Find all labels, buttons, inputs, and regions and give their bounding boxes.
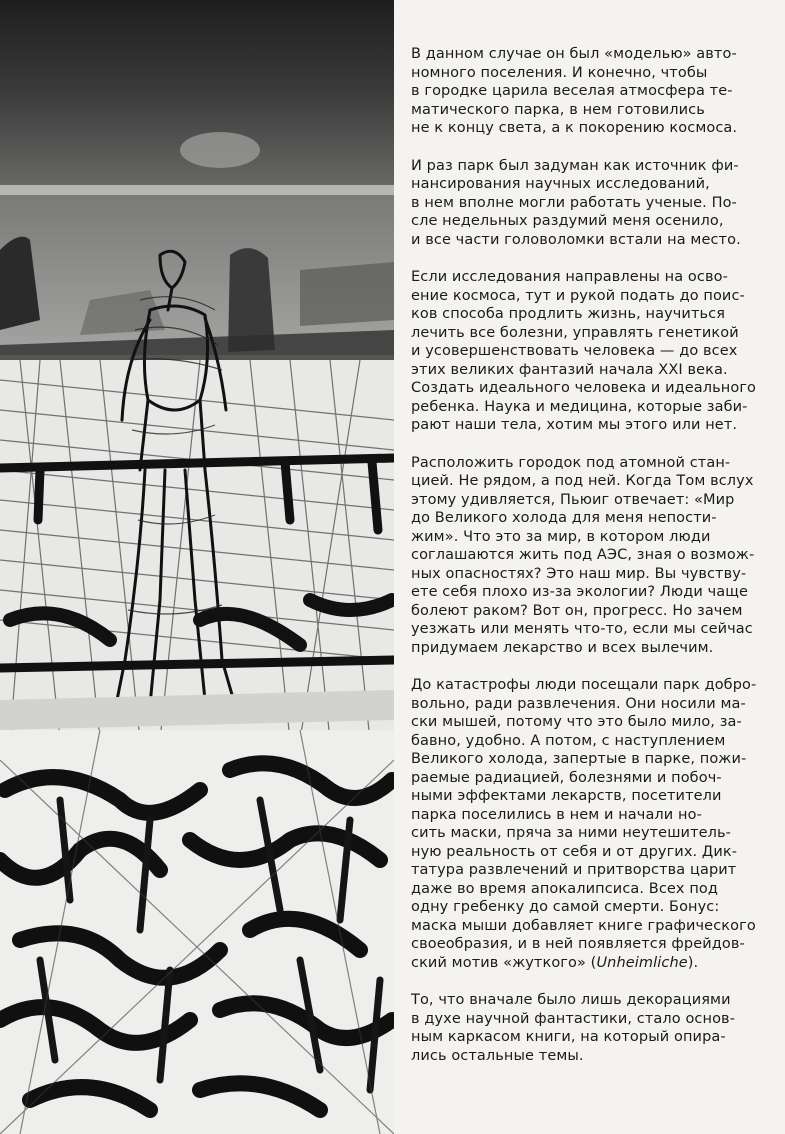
text-fragment: ). [687,954,699,971]
text-line: В данном случае он был «моделью» авто- [411,46,737,62]
paragraph [411,268,771,435]
text-line [411,954,771,973]
text-line: Великого холода, запертые в парке, пожи- [411,751,747,767]
text-line: вольно, ради развлечения. Они носили ма- [411,695,746,712]
text-line: и усовершенствовать человека — до всех [411,343,738,359]
text-line: этих великих фантазий начала XXI века. [411,361,728,378]
paragraph [411,676,771,972]
text-line: одну гребенку до самой смерти. Бонус: [411,899,720,915]
text-line: болеют раком? Вот он, прогресс. Но зачем [411,602,743,619]
text-line: ски мышей, потому что это было мило, за- [411,714,742,730]
text-line: татура развлечений и притворства царит [411,862,737,878]
text-line: придумаем лекарство и всех вылечим. [411,639,714,656]
paragraph [411,454,771,658]
text-line: ете себя плохо из-за экологии? Люди чаще [411,584,749,600]
text-line: матического парка, в нем готовились [411,101,705,118]
text-line: И раз парк был задуман как источник фи- [411,157,739,174]
text-line: ребенка. Наука и медицина, которые заби- [411,398,748,415]
text-line: То, что вначале было лишь декорациями [411,992,731,1008]
text-line: своеобразия, и в ней появляется фрейдов- [411,936,745,952]
text-line: ным каркасом книги, на который опира- [411,1029,726,1045]
text-line: ных опасностях? Это наш мир. Вы чувству- [411,565,747,582]
article-text [411,45,771,1084]
text-line: в духе научной фантастики, стало основ- [411,1010,736,1027]
text-line: Если исследования направлены на осво- [411,269,728,285]
paragraph [411,157,771,250]
text-line: этому удивляется, Пьюиг отвечает: «Мир [411,491,735,508]
text-line: соглашаются жить под АЭС, зная о возмож- [411,547,755,563]
text-line: рают наши тела, хотим мы этого или нет. [411,417,738,433]
text-line: сле недельных раздумий меня осенило, [411,213,724,229]
text-line: номного поселения. И конечно, чтобы [411,64,708,81]
text-line: ение космоса, тут и рукой подать до поис- [411,287,745,304]
text-line: ными эффектами лекарств, посетители [411,788,722,804]
text-line: лись остальные темы. [411,1047,584,1064]
text-line: сить маски, пряча за ними неутешитель- [411,825,731,841]
text-line: не к концу света, а к покорению космоса. [411,120,738,136]
paragraph [411,45,771,138]
text-line: жим». Что это за мир, в котором люди [411,528,711,545]
text-line: ную реальность от себя и от других. Дик- [411,843,738,860]
text-line: До катастрофы люди посещали парк добро- [411,677,757,693]
text-line: нансирования научных исследований, [411,176,710,192]
text-line: парка поселились в нем и начали но- [411,806,702,823]
text-line: до Великого холода для меня непости- [411,510,717,526]
paragraph [411,991,771,1065]
text-line: маска мыши добавляет книге графического [411,917,756,934]
text-fragment: ский мотив «жуткого» ( [411,954,597,971]
text-line: уезжать или менять что-то, если мы сейчас [411,621,753,637]
italic-term: Unheimliche [596,954,688,971]
text-line: лечить все болезни, управлять генетикой [411,324,739,341]
text-line: и все части головоломки встали на место. [411,231,741,248]
text-line: в городке царила веселая атмосфера те- [411,83,733,99]
text-line: ков способа продлить жизнь, научиться [411,306,726,322]
text-line: бавно, удобно. А потом, с наступлением [411,732,726,749]
text-line: раемые радиацией, болезнями и побоч- [411,769,722,786]
text-line: в нем вполне могли работать ученые. По- [411,194,737,211]
text-line: даже во время апокалипсиса. Всех под [411,880,719,897]
text-line: цией. Не рядом, а под ней. Когда Том вслух [411,473,754,489]
text-line: Создать идеального человека и идеального [411,380,757,396]
text-line: Расположить городок под атомной стан- [411,454,731,471]
